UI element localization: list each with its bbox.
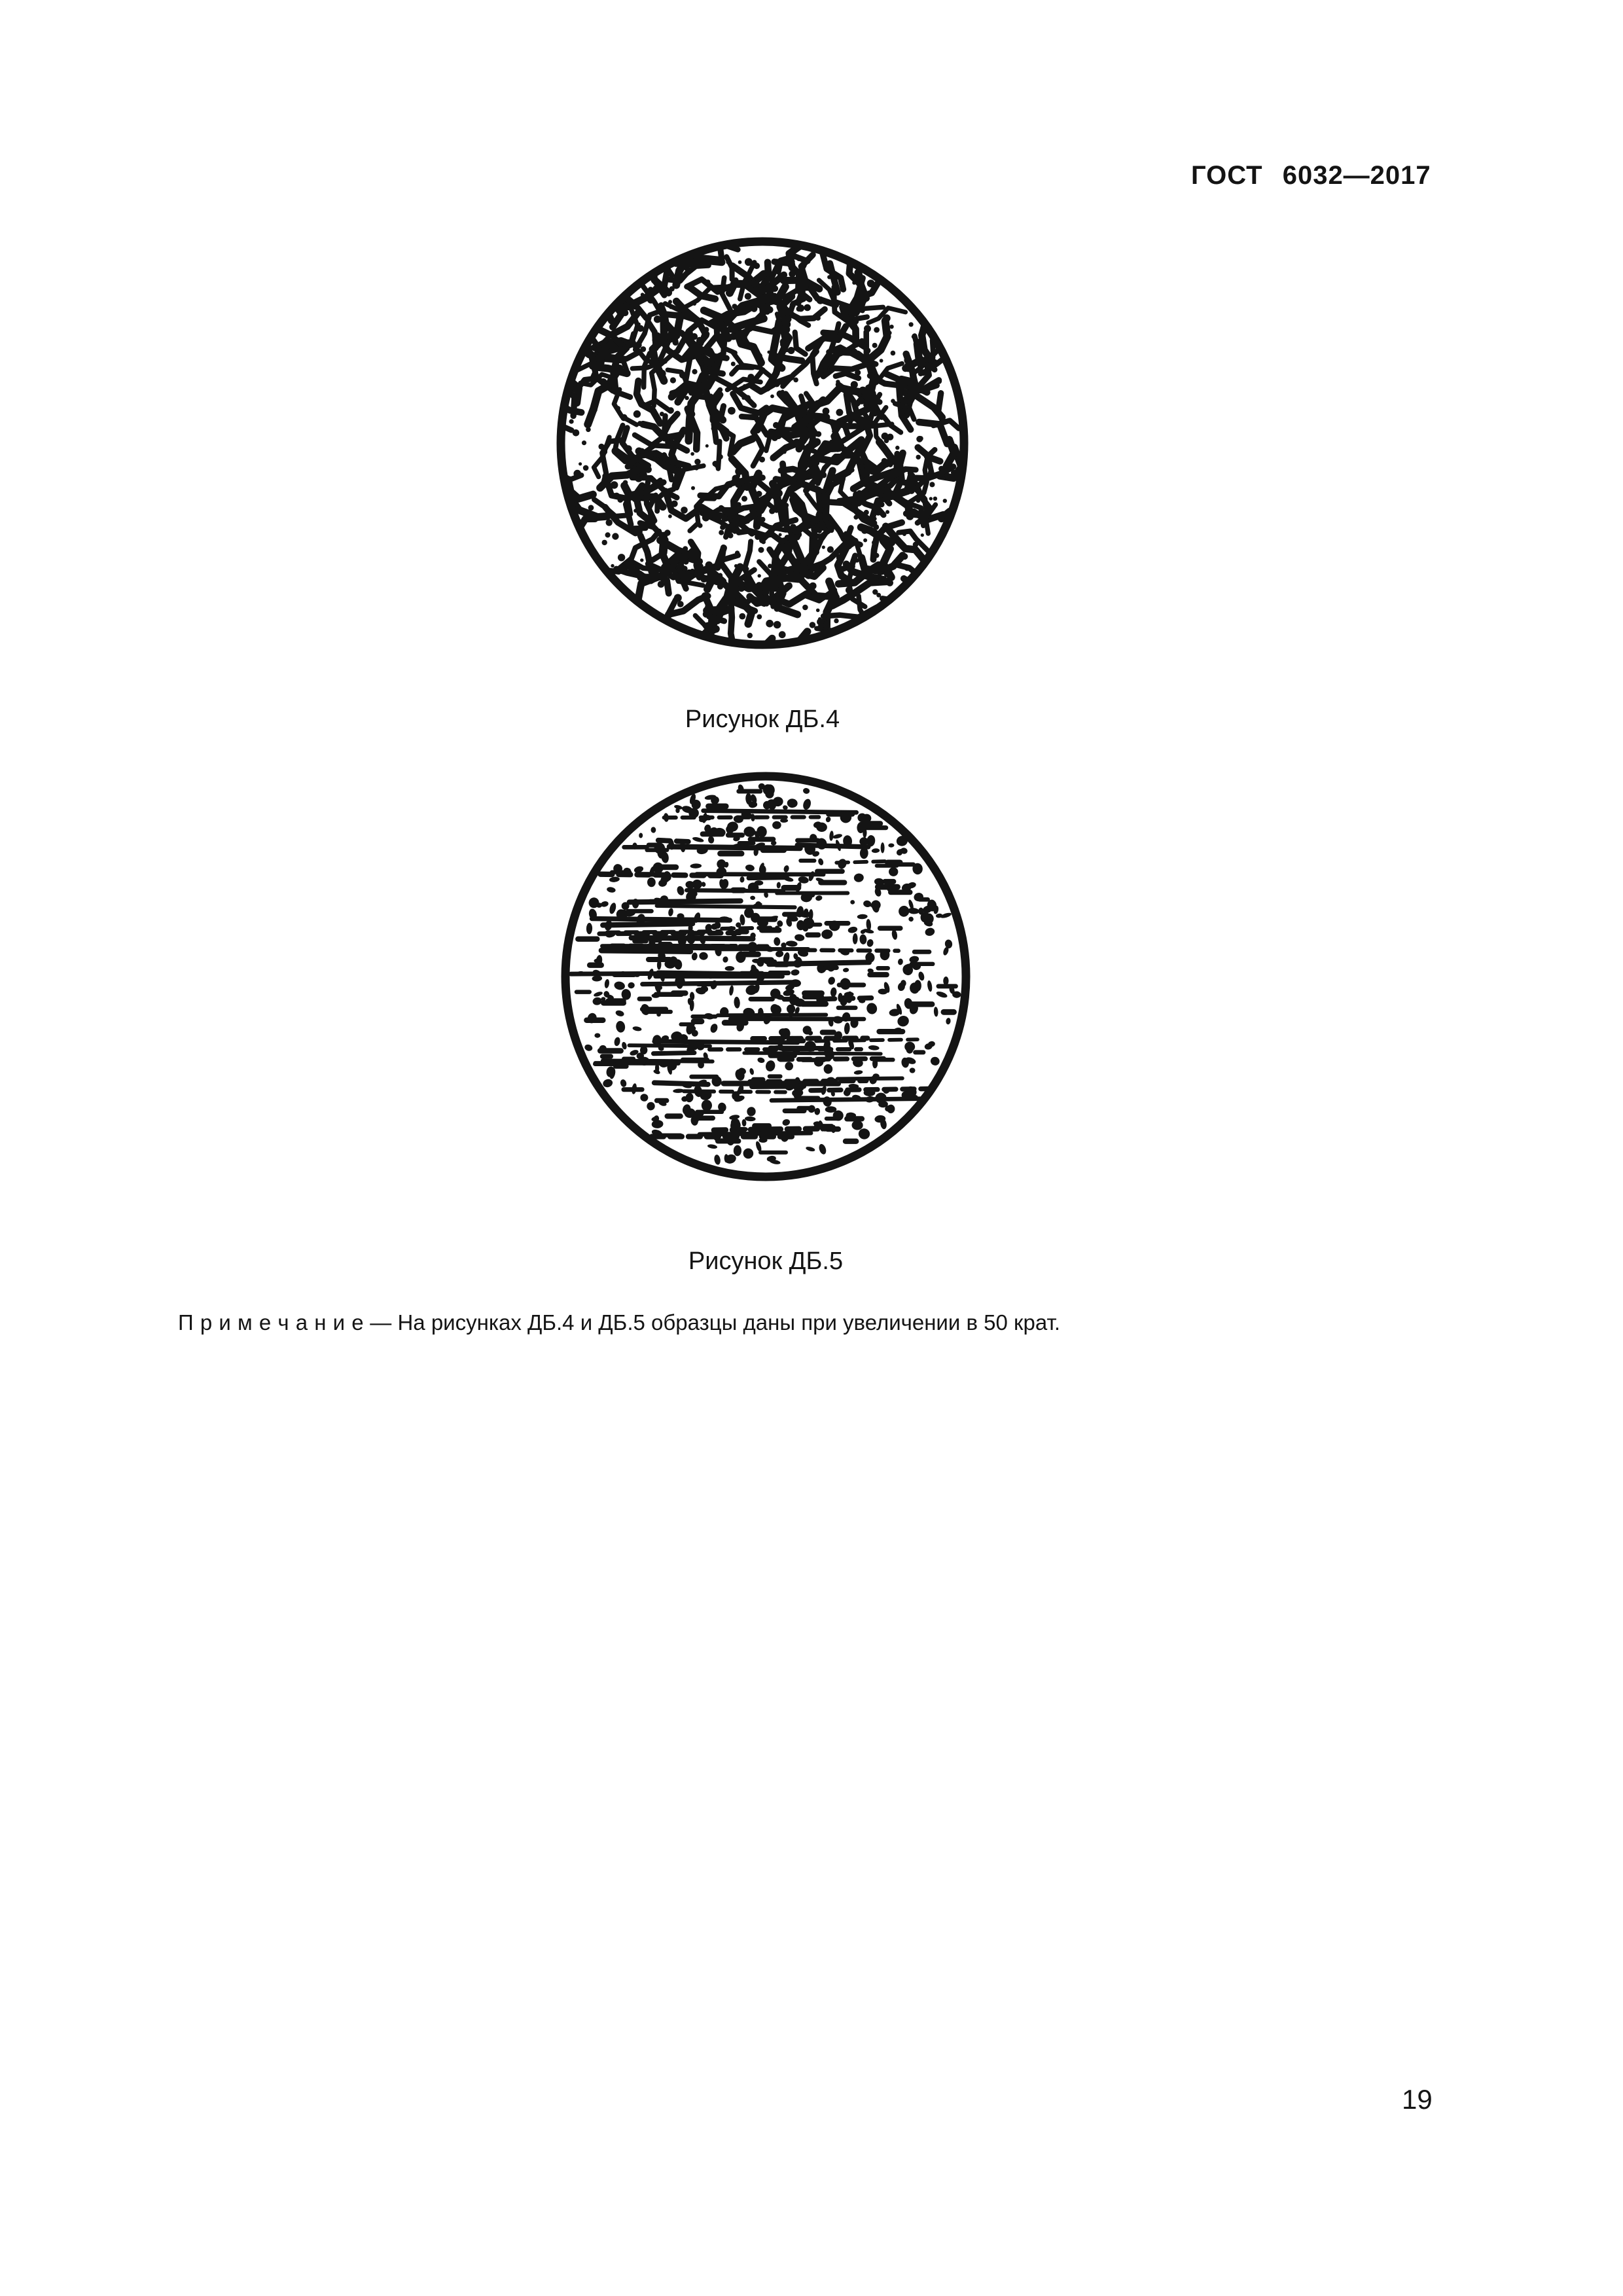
micrograph-db4-image bbox=[546, 227, 978, 659]
figure-caption-db5: Рисунок ДБ.5 bbox=[688, 1247, 844, 1275]
figure-caption-db4: Рисунок ДБ.4 bbox=[685, 706, 840, 733]
document-header: ГОСТ 6032—2017 bbox=[1191, 161, 1431, 190]
micrograph-db5-image bbox=[553, 764, 978, 1189]
note-label: П р и м е ч а н и е bbox=[178, 1310, 365, 1335]
note bbox=[178, 1310, 1060, 1335]
figure-db4 bbox=[546, 227, 978, 659]
figure-db5 bbox=[553, 764, 978, 1189]
note-text: — На рисунках ДБ.4 и ДБ.5 образцы даны при увеличении в 50 крат. bbox=[370, 1310, 1061, 1335]
page-number: 19 bbox=[1402, 2084, 1433, 2115]
